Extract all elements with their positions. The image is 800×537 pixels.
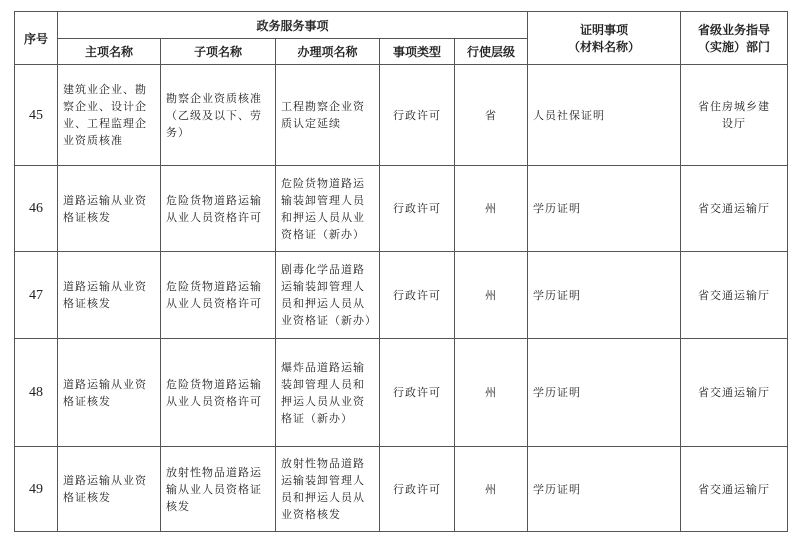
row-proof: 学历证明 <box>528 166 681 252</box>
row-dept: 省交通运输厅 <box>681 447 788 532</box>
row-item-type: 行政许可 <box>380 252 455 339</box>
row-proof: 学历证明 <box>528 447 681 532</box>
row-sub-name: 放射性物品道路运输从业人员资格证核发 <box>161 447 276 532</box>
header-proof-line1: 证明事项 <box>580 23 629 37</box>
row-sub-name: 危险货物道路运输从业人员资格许可 <box>161 166 276 252</box>
row-proof: 学历证明 <box>528 252 681 339</box>
row-main-name: 道路运输从业资格证核发 <box>58 447 161 532</box>
row-seq: 48 <box>15 339 58 447</box>
header-dept <box>681 12 788 65</box>
header-sub-name: 子项名称 <box>161 39 276 65</box>
row-item-type: 行政许可 <box>380 65 455 166</box>
row-item-type: 行政许可 <box>380 166 455 252</box>
row-main-name: 道路运输从业资格证核发 <box>58 166 161 252</box>
row-level: 省 <box>455 65 528 166</box>
header-dept-line1: 省级业务指导 <box>698 23 771 37</box>
row-handle-name: 工程勘察企业资质认定延续 <box>276 65 380 166</box>
row-main-name: 建筑业企业、勘察企业、设计企业、工程监理企业资质核准 <box>58 65 161 166</box>
row-main-name: 道路运输从业资格证核发 <box>58 339 161 447</box>
table-row <box>15 252 788 339</box>
row-dept: 省交通运输厅 <box>681 166 788 252</box>
row-sub-name: 危险货物道路运输从业人员资格许可 <box>161 252 276 339</box>
header-item-type: 事项类型 <box>380 39 455 65</box>
row-handle-name: 危险货物道路运输装卸管理人员和押运人员从业资格证（新办） <box>276 166 380 252</box>
row-handle-name: 剧毒化学品道路运输装卸管理人员和押运人员从业资格证（新办） <box>276 252 380 339</box>
row-level: 州 <box>455 252 528 339</box>
table-row <box>15 166 788 252</box>
header-exercise-level: 行使层级 <box>455 39 528 65</box>
row-dept: 省交通运输厅 <box>681 252 788 339</box>
header-main-name: 主项名称 <box>58 39 161 65</box>
row-level: 州 <box>455 447 528 532</box>
table-row <box>15 447 788 532</box>
row-seq: 47 <box>15 252 58 339</box>
row-handle-name: 爆炸品道路运输装卸管理人员和押运人员从业资格证（新办） <box>276 339 380 447</box>
row-item-type: 行政许可 <box>380 447 455 532</box>
table-row <box>15 339 788 447</box>
service-items-table <box>14 11 788 532</box>
row-seq: 46 <box>15 166 58 252</box>
header-proof-line2: （材料名称） <box>568 40 641 54</box>
header-seq: 序号 <box>15 12 58 65</box>
row-seq: 45 <box>15 65 58 166</box>
table-row <box>15 65 788 166</box>
row-sub-name: 危险货物道路运输从业人员资格许可 <box>161 339 276 447</box>
header-handle-name: 办理项名称 <box>276 39 380 65</box>
row-main-name: 道路运输从业资格证核发 <box>58 252 161 339</box>
header-service-group: 政务服务事项 <box>58 12 528 39</box>
row-dept: 省住房城乡建设厅 <box>681 65 788 166</box>
row-seq: 49 <box>15 447 58 532</box>
row-level: 州 <box>455 339 528 447</box>
row-dept: 省交通运输厅 <box>681 339 788 447</box>
row-proof: 人员社保证明 <box>528 65 681 166</box>
row-sub-name: 勘察企业资质核准（乙级及以下、劳务） <box>161 65 276 166</box>
header-proof <box>528 12 681 65</box>
row-proof: 学历证明 <box>528 339 681 447</box>
row-item-type: 行政许可 <box>380 339 455 447</box>
row-handle-name: 放射性物品道路运输装卸管理人员和押运人员从业资格核发 <box>276 447 380 532</box>
row-level: 州 <box>455 166 528 252</box>
header-row-1 <box>15 12 788 39</box>
header-dept-line2: （实施）部门 <box>698 40 771 54</box>
